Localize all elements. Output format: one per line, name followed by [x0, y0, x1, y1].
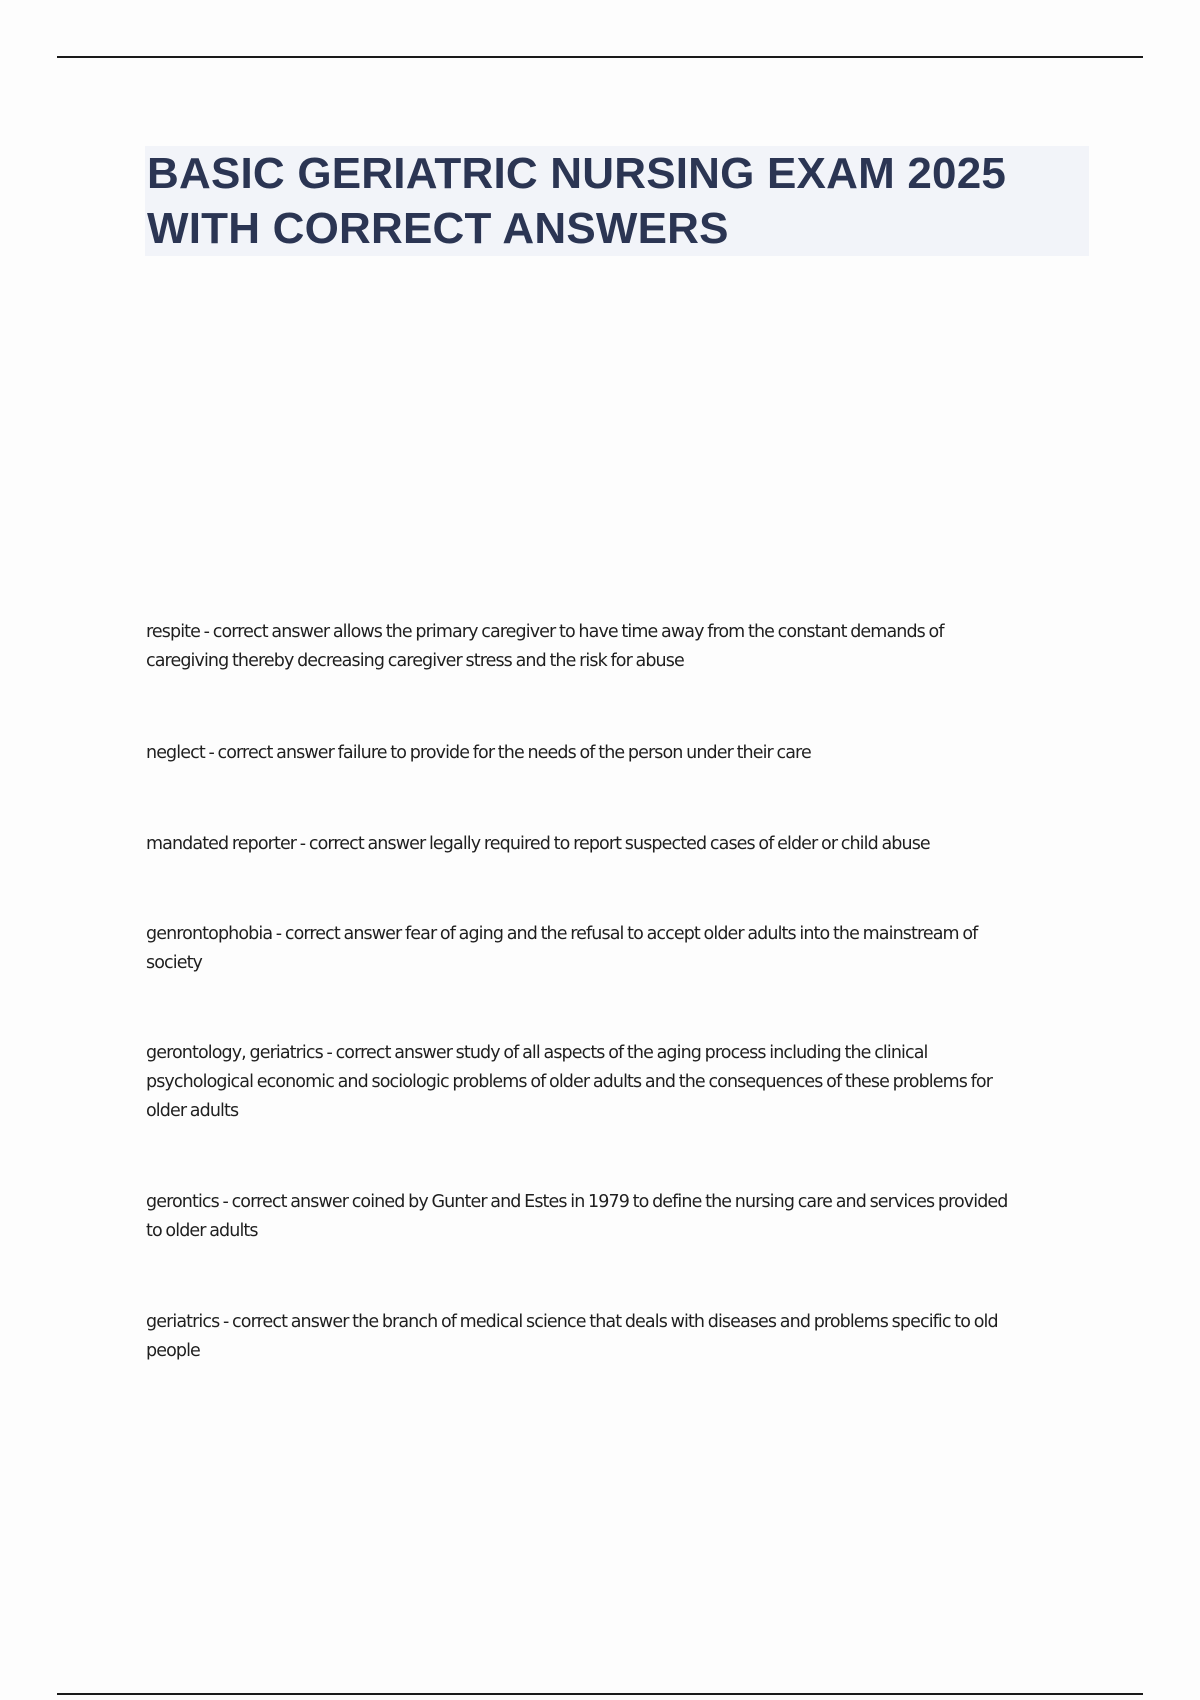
qa-entry-respite — [146, 618, 1086, 676]
qa-entry-gerontics — [146, 1188, 1086, 1246]
qa-entry-neglect — [146, 739, 1086, 768]
entry-text-line: neglect - correct answer failure to provide for the needs of the person under their care — [146, 743, 811, 763]
document-title — [145, 146, 1089, 256]
title-block — [145, 146, 1089, 256]
entry-text-line: caregiving thereby decreasing caregiver stress and the risk for abuse — [146, 651, 684, 671]
entry-text-line: mandated reporter - correct answer legally required to report suspected cases of elder or child abuse — [146, 834, 930, 854]
header-rule — [57, 56, 1143, 58]
qa-entry-geriatrics — [146, 1308, 1086, 1366]
entry-text-line: gerontics - correct answer coined by Gunter and Estes in 1979 to define the nursing care and services provided — [146, 1192, 1008, 1212]
footer-rule — [57, 1693, 1143, 1695]
qa-entry-gerontology-geriatrics — [146, 1039, 1086, 1126]
qa-entry-genrontophobia — [146, 920, 1086, 978]
entry-text-line: people — [146, 1341, 200, 1361]
entry-text-line: geriatrics - correct answer the branch of medical science that deals with diseases and problems specific to old — [146, 1312, 998, 1332]
entry-text-line: society — [146, 953, 202, 973]
entry-text-line: gerontology, geriatrics - correct answer study of all aspects of the aging process including the clinical — [146, 1043, 928, 1063]
qa-entry-mandated-reporter — [146, 830, 1086, 859]
entry-text-line: to older adults — [146, 1221, 258, 1241]
entry-text-line: genrontophobia - correct answer fear of aging and the refusal to accept older adults into the mainstream of — [146, 924, 978, 944]
entry-text-line: older adults — [146, 1101, 239, 1121]
entry-text-line: psychological economic and sociologic problems of older adults and the consequences of these problems for — [146, 1072, 993, 1092]
entry-text-line: respite - correct answer allows the primary caregiver to have time away from the constant demands of — [146, 622, 944, 642]
title-line: WITH CORRECT ANSWERS — [147, 204, 729, 253]
title-line: BASIC GERIATRIC NURSING EXAM 2025 — [147, 149, 1007, 198]
